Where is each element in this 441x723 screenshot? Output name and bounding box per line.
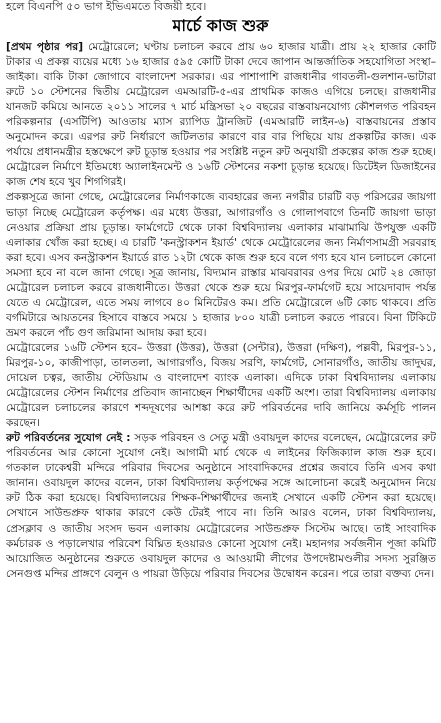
headline-text: মার্চে কাজ শুরু — [172, 16, 269, 35]
paragraph-4 — [6, 431, 436, 581]
paragraph-4-text: সড়ক পরিবহন ও সেতু মন্ত্রী ওবায়দুল কাদের বলেছেন, মেট্রোরেলের রুট পরিবর্তনের আর কোনো সুযোগ নেই। আগামী মার্চ থেকে এ লাইনের ফিজিক্যাল কাজ শুরু হবে। গতকাল ঢাকেশ্বরী মন্দিরে পরিবার দিবসের অনুষ্ঠানে সাংবাদিকদের প্রশ্নের জবাবে তিনি এসব কথা জানান। ওবায়দুল কাদের বলেন, ঢাকা বিশ্ববিদ্যালয় কর্তৃপক্ষের সঙ্গে আলোচনা করেই অনুমোদন নিয়ে রুট ঠিক করা হয়েছে। বিশ্ববিদ্যালয়ের শিক্ষক-শিক্ষার্থীদের জন্যই সেখানে একটি স্টেশন করা হয়েছে। সেখানে সাউন্ডপ্রুফ থাকার কারণে কেউ টেরই পাবে না। তিনি আরও বলেন, ঢাকা বিশ্ববিদ্যালয়, প্রেসক্লাব ও জাতীয় সংসদ ভবন এলাকায় মেট্রোরেলের সাউন্ডপ্রুফ সিস্টেম আছে। তাই সাংবাদিক কর্মচারক ও পড়ালেখার পরিবেশ বিঘ্নিত হওয়ারও কোনো সুযোগ নেই। মহানগর সর্বজনীন পূজা কমিটি আয়োজিত অনুষ্ঠানের শুরুতে ওবায়দুল কাদের ও আওয়ামী লীগের উপদেষ্টামণ্ডলীর সদস্য সুরঞ্জিত সেনগুপ্ত মন্দির প্রাঙ্গণে বেলুন ও পায়রা উড়িয়ে পরিবার দিবসের উদ্বোধন করেন। পরে তারা বক্তব্য দেন। — [6, 432, 436, 580]
article-headline — [0, 16, 441, 38]
section-subhead: রুট পরিবর্তনের সুযোগ নেই : — [6, 432, 131, 445]
clipped-text: হলে বিএনপি ৫০ ভাগ ইভিএমতে বিজয়ী হবে। — [6, 0, 207, 13]
article-body — [6, 40, 436, 723]
continued-from-label: [প্রথম পৃষ্ঠার পর] — [6, 41, 84, 53]
paragraph-1 — [6, 40, 436, 190]
paragraph-1-text: মেট্রোরেলে; ঘণ্টায় চলাচল করবে প্রায় ৬০ হাজার যাত্রী। প্রায় ২২ হাজার কোটি টাকার এ প্রকল্প ব্যয়ের মধ্যে ১৬ হাজার ৫৯৫ কোটি টাকা দেবে জাপান আন্তর্জাতিক সহযোগিতা সংস্থা–জাইকা। বাকি টাকা জোগাবে বাংলাদেশ সরকার। এর পাশাপাশি রাজধানীর গাবতলী-গুলশান-ভাটারা রুটে ১০ স্টেশনের দ্বিতীয় মেট্রোরেল এমআরটি-৫-এর প্রাথমিক কাজও এগিয়ে চলছে। রাজধানীর যানজট কমিয়ে আনতে ২০১১ সালের ৭ মার্চ মন্ত্রিসভা ২০ বছরের বাস্তবায়নযোগ্য কৌশলগত পরিবহন পরিকল্পনার (এসটিপি) আওতায় ম্যাস র‍্যাপিড ট্রানজিট (এমআরটি লাইন-৬) বাস্তবায়নের প্রস্তাব অনুমোদন করে। এরপর রুট নির্ধারণে জটিলতার কারণে বার বার পিছিয়ে যায় প্রকল্পটির কাজ। এক পর্যায়ে প্রধানমন্ত্রীর হস্তক্ষেপে রুট চূড়ান্ত হওয়ার পর সংশ্লিষ্ট নতুন রুট অনুযায়ী প্রকল্পের কাজ শুরু হচ্ছে। মেট্রোরেল নির্মাণে ইতিমধ্যে অ্যালাইনমেন্ট ও ১৬টি স্টেশনের নকশা চূড়ান্ত হয়েছে। ডিটেইল ডিজাইনের কাজ শেষ হবে খুব শিগগিরই। — [6, 41, 436, 189]
paragraph-2: প্রকল্পসূত্রে জানা গেছে, মেট্রোরেলের নির্মাণকাজে ব্যবহারের জন্য নগরীর চারটি বড় পরিসরের জায়গা ভাড়া নিচ্ছে মেট্রোরেল কর্তৃপক্ষ। এর মধ্যে উত্তরা, আগারগাঁও ও গোলাপবাগে তিনটি জায়গা ভাড়া নেওয়ার প্রক্রিয়া প্রায় চূড়ান্ত। ফার্মগেটে থেকে ঢাকা বিশ্ববিদ্যালয় এলাকার মাঝামাঝি উপযুক্ত একটি এলাকার খোঁজ করা হচ্ছে। এ চারটি 'কনস্ট্রাকশন ইয়ার্ড' থেকে মেট্রোরেলের জন্য নির্মাণসামগ্রী সরবরাহ করা হবে। এসব কনস্ট্রাকশন ইয়ার্ডে রাত ১২টা থেকে কাজ শুরু হবে বলে গণ্য হবে যান চলাচলে কোনো সমস্যা হবে না বলে জানা গেছে। সূত্র জানায়, বিদ্যমান রাস্তার মাঝবরাবর ওপর দিয়ে মোট ২৪ জোড়া মেট্রোরেল চলাচল করবে রাজধানীতে। উত্তরা থেকে শুরু হয়ে মিরপুর-ফার্মগেট হয়ে সায়েদাবাদ পর্যন্ত যেতে এ মেট্রোরেল, এতে সময় লাগবে ৪০ মিনিটেরও কম। প্রতি মেট্রোরেলে ৬টি কোচ থাকবে। প্রতি বর্গমিটারে আয়তনের হিসাবে বাস্তবে সময়ে ১ হাজার ৮০০ যাত্রী চলাচল করতে পারবে। বিনা টিকিটে ভ্রমণ করলে পাঁচ গুণ জরিমানা আদায় করা হবে। — [6, 191, 436, 339]
paragraph-3: মেট্রোরেলের ১৬টি স্টেশন হবে– উত্তরা (উত্তর), উত্তরা (সেন্টার), উত্তরা (দক্ষিণ), পল্লবী, মিরপুর-১১, মিরপুর-১০, কাজীপাড়া, তালতলা, আগারগাঁও, বিজয় সরণি, ফার্মগেট, সোনারগাঁও, জাতীয় জাদুঘর, দোয়েল চত্বর, জাতীয় স্টেডিয়াম ও বাংলাদেশ ব্যাংক এলাকা। এদিকে ঢাকা বিশ্ববিদ্যালয় এলাকায় মেট্রোরেলের স্টেশন নির্মাণের প্রতিবাদ জানাচ্ছেন শিক্ষার্থীদের একটি অংশ। তারা বিশ্ববিদ্যালয় এলাকায় মেট্রোরেল চলাচলের কারণে শব্দদূষণের আশঙ্কা করে রুট পরিবর্তনের দাবি জানিয়ে কর্মসূচি পালন করছেন। — [6, 341, 436, 430]
